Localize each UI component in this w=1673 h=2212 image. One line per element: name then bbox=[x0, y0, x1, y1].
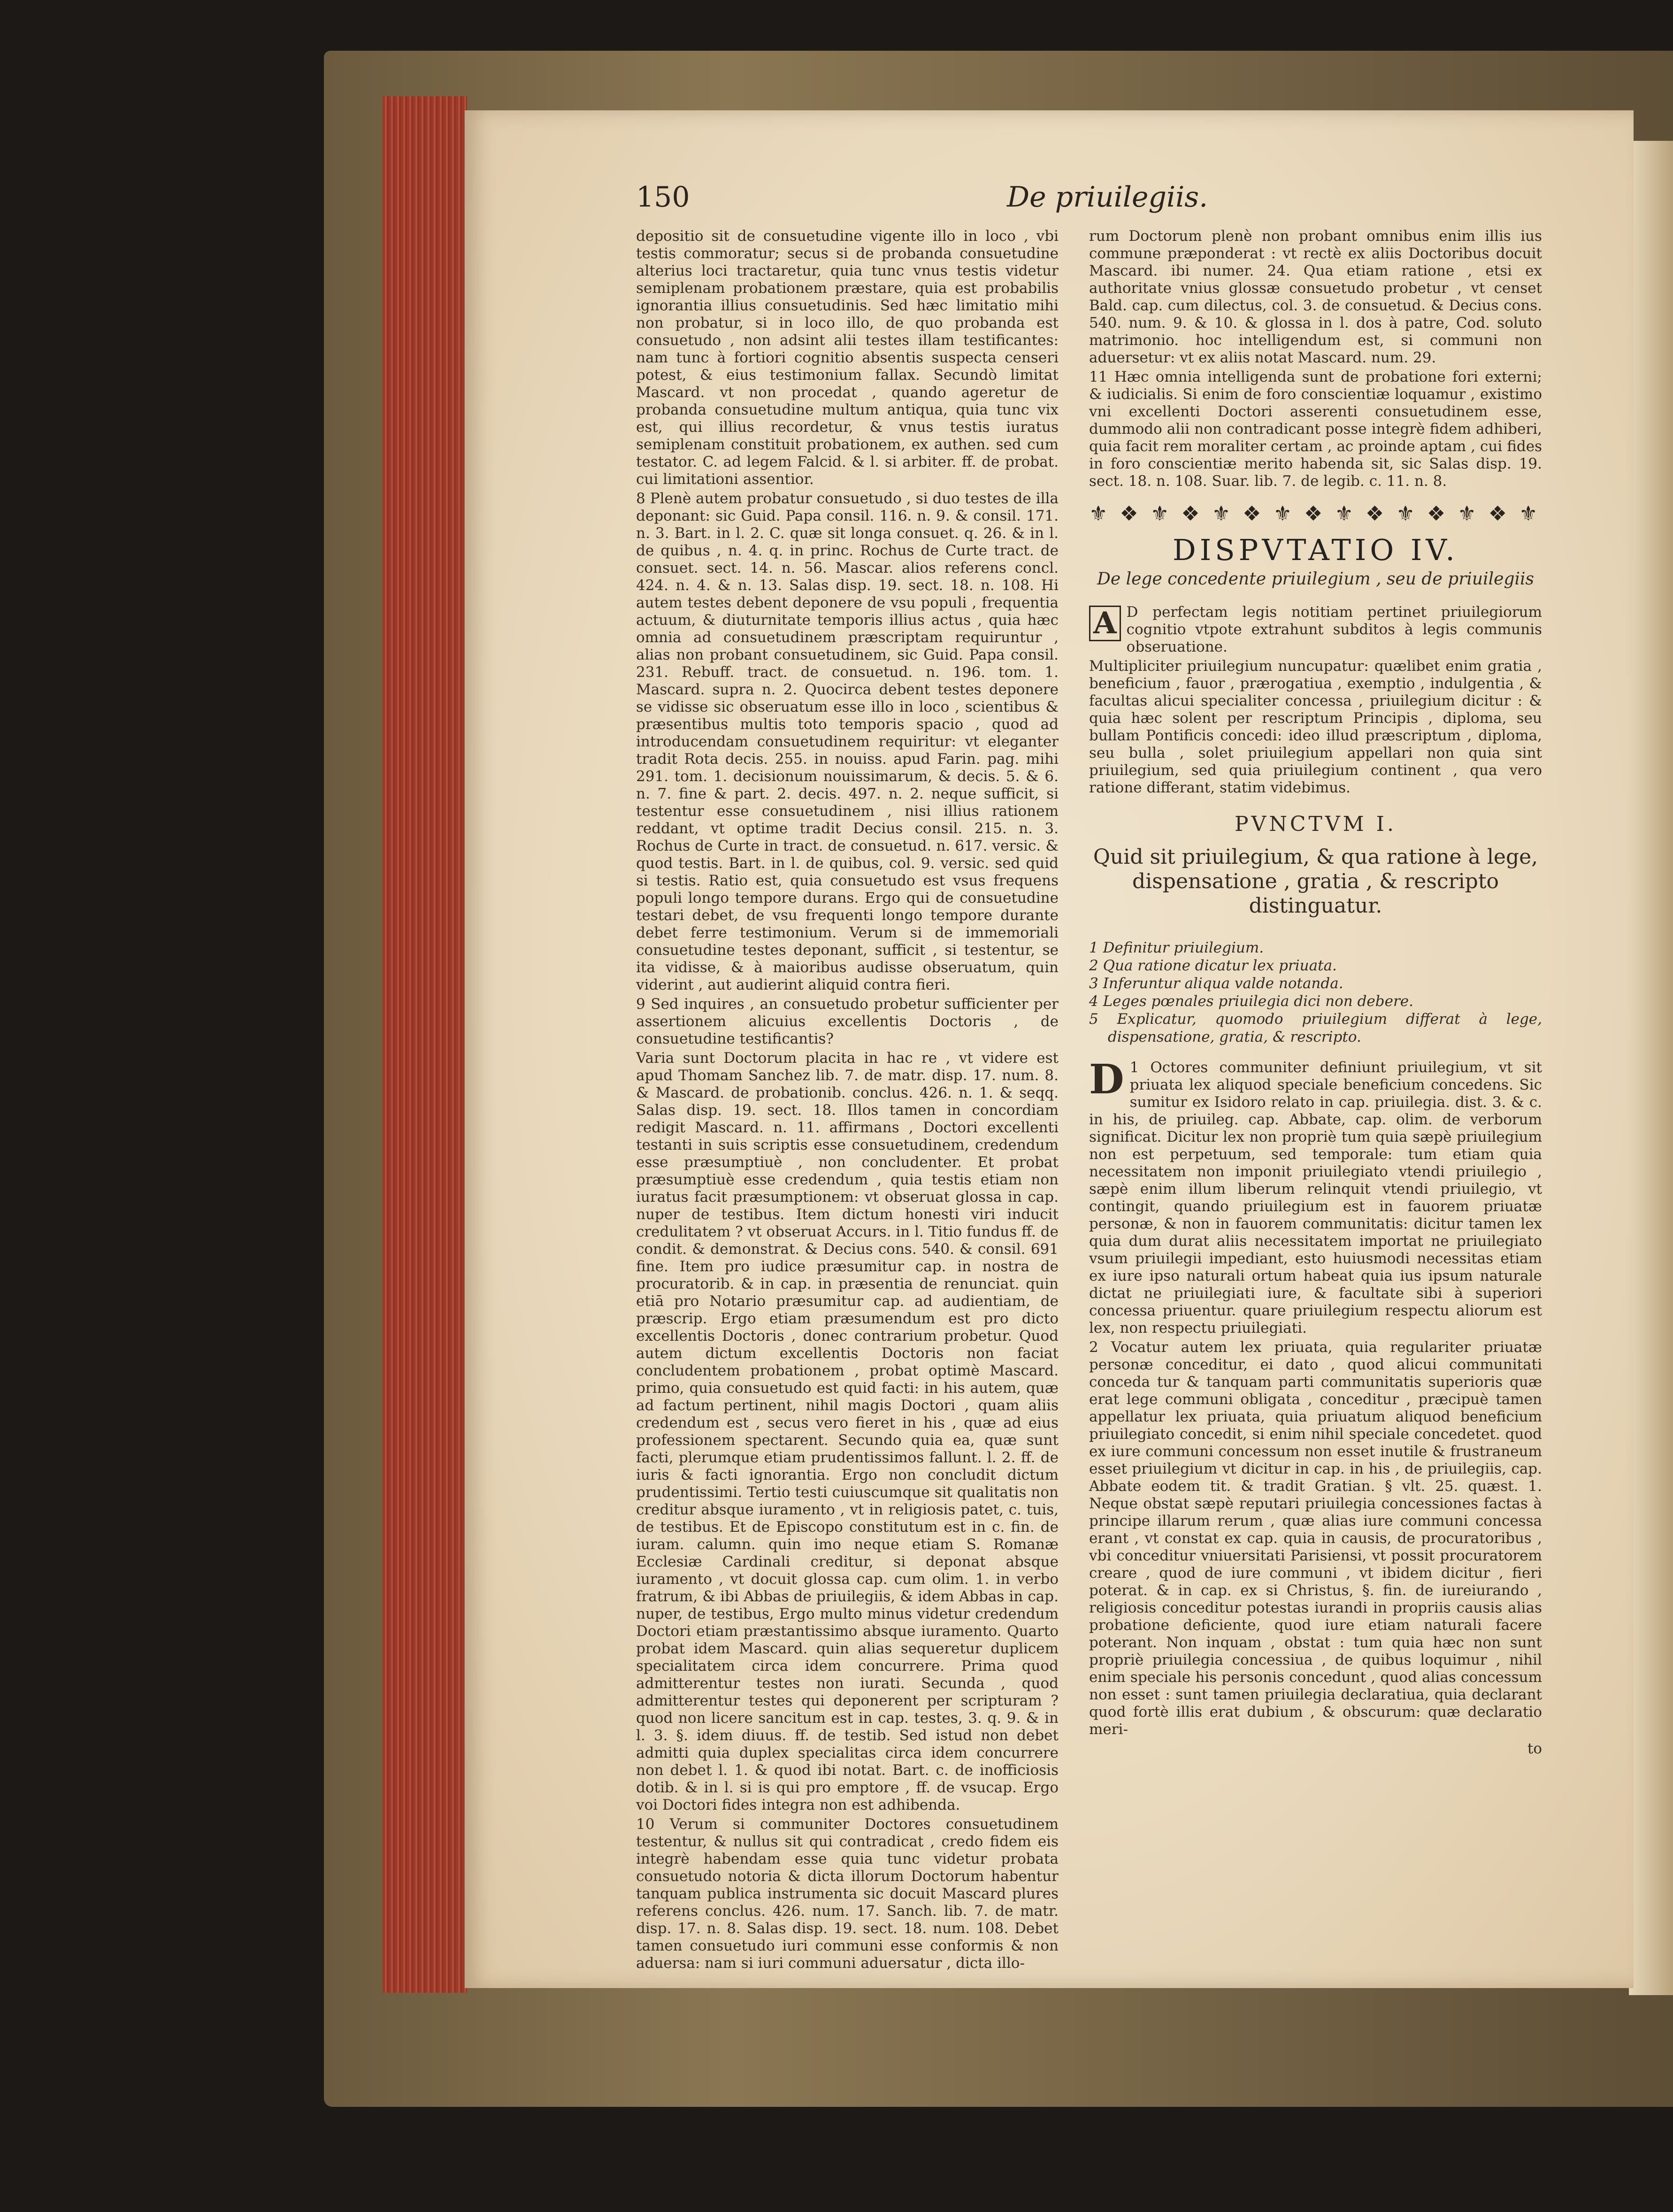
drop-capital: D bbox=[1089, 1056, 1124, 1103]
disputatio-paragraph: Multipliciter priuilegium nuncupatur: quælibet enim gratia , beneficium , fauor , prærogatiua , exemptio , indulgentia , & facultas alicui specialiter concessa , priuilegium dicitur : & quia hæc solent per rescriptum Principis , diploma, seu bullam Pontificis concedi: ideo illud præscriptum , diploma, seu bulla , solet priuilegium appellari non quia sint priuilegium, sed quia priuilegium continent , qua vero ratione differant, statim videbimus. bbox=[1089, 658, 1542, 796]
drop-capital: A bbox=[1089, 606, 1121, 641]
punctum-question: Quid sit priuilegium, & qua ratione à lege, dispensatione , gratia , & rescripto distinguatur. bbox=[1093, 845, 1538, 918]
page-header bbox=[636, 181, 1533, 223]
right-column bbox=[1089, 228, 1542, 1758]
punctum-paragraph-2: 2 Vocatur autem lex priuata, quia regulariter priuatæ personæ conceditur, ei dato , quod alicui communitati conceda tur & tanquam parti communitatis superioris quæ erat lege communi obligata , conceditur , præcipuè tamen appellatur lex priuata, quia priuatum aliquod beneficium priuilegiato concedit, si enim nihil speciale concedetet. quod ex iure communi concessum non esset inutile & frustraneum esset priuilegium vt dicitur in cap. in his , de priuilegiis, cap. Abbate eodem tit. & tradit Gratian. § vlt. 25. quæst. 1. Neque obstat sæpè reputari priuilegia concessiones factas à principe illarum rerum , quæ alias iure communi concessa erant , vt constat ex cap. quia in causis, de procuratoribus , vbi conceditur vniuersitati Parisiensi, vt possit procuratorem creare , quod de iure communi , vt ibidem dicitur , fieri poterat. & in cap. ex si Christus, §. fin. de iureiurando , religiosis conceditur potestas iurandi in propriis causis alias probatione deficiente, quod iure etiam naturali facere poterant. Non inquam , obstat : tum quia hæc non sunt propriè priuilegia concessiua , de quibus loquimur , nihil enim speciale his personis concedunt , quod alias concessum non esset : sunt tamen priuilegia declaratiua, quia declarant quod fortè illis erat dubium , & obscurum: quæ declaratio meri- bbox=[1089, 1339, 1542, 1738]
right-paragraph: 11 Hæc omnia intelligenda sunt de probatione fori externi; & iudicialis. Si enim de foro conscientiæ loquamur , existimo vni excellenti Doctori asserenti consuetudinem esse, dummodo alii non contradicant posse integrè fidem adhiberi, quia facit rem moraliter certam , ac proinde aptam , cui fides in foro conscientiæ merito habenda sit, sic Salas disp. 19. sect. 18. n. 108. Suar. lib. 7. de legib. c. 11. n. 8. bbox=[1089, 369, 1542, 490]
summary-item: 3 Inferuntur aliqua valde notanda. bbox=[1089, 975, 1343, 992]
catchword: to bbox=[1527, 1740, 1542, 1757]
summary-item: 1 Definitur priuilegium. bbox=[1089, 939, 1264, 956]
left-paragraph: Varia sunt Doctorum placita in hac re , vt videre est apud Thomam Sanchez lib. 7. de matr. disp. 17. num. 8. & Mascard. de probationib. conclus. 426. n. 1. & seqq. Salas disp. 19. sect. 18. Illos tamen in concordiam redigit Mascard. n. 11. affirmans , Doctori excellenti testanti in suis scriptis esse consuetudinem, credendum esse præsumptiuè , non concludenter. Et probat præsumptiuè esse credendum , quia testis etiam non iuratus facit præsumptionem: vt obseruat glossa in cap. nuper de testibus. Item dictum honesti viri inducit credulitatem ? vt obseruat Accurs. in l. Titio fundus ff. de condit. & demonstrat. & Decius cons. 540. & consil. 691 fine. Item pro iudice præsumitur cap. in nostra de procuratorib. & in cap. in præsentia de renunciat. quin etiā pro Notario præsumitur cap. ad audientiam, de præscrip. Ergo etiam præsumendum est pro dicto excellentis Doctoris , donec contrarium probetur. Quod autem dictum excellentis Doctoris non faciat concludentem probationem , probat optimè Mascard. primo, quia consuetudo est quid facti: in his autem, quæ ad factum pertinent, nihil magis Doctori , quam aliis credendum est , secus vero fieret in his , quæ ad eius professionem spectarent. Secundo quia ea, quæ sunt facti, plerumque etiam prudentissimos fallunt. l. 2. ff. de iuris & facti ignorantia. Ergo non concludit dictum prudentissimi. Tertio testi cuiuscumque sit qualitatis non creditur absque iuramento , vt in religiosis patet, c. tuis, de testibus. Et de Episcopo constitutum est in c. fin. de iuram. calumn. quin imo neque etiam S. Romanæ Ecclesiæ Cardinali creditur, si deponat absque iuramento , vt docuit glossa cap. cum olim. 1. in verbo fratrum, & ibi Abbas de priuilegiis, & idem Abbas in cap. nuper, de testibus, Ergo multo minus videtur credendum Doctori etiam præstantissimo absque iuramento. Quarto probat idem Mascard. quin alias sequeretur duplicem specialitatem circa idem concurrere. Prima quod admitterentur testes non iurati. Secunda , quod admitterentur testes qui deponerent per scripturam ? quod non licere sancitum est in cap. testes, 3. q. 9. & in l. 3. §. idem diuus. ff. de testib. Sed istud non debet admitti quia duplex specialitas circa idem concurrere non debet l. 1. & quod ibi notat. Bart. c. de inofficiosis dotib. & in l. si is qui pro emptore , ff. de vsucap. Ergo voi Doctori fides integra non est adhibenda. bbox=[636, 1050, 1059, 1813]
left-paragraph: 10 Verum si communiter Doctores consuetudinem testentur, & nullus sit qui contradicat , credo fidem eis integrè habendam esse quia tunc videtur probata consuetudo notoria & dicta illorum Doctorum habentur tanquam publica instrumenta sic docuit Mascard plures referens conclus. 426. num. 17. Sanch. lib. 7. de matr. disp. 17. n. 8. Salas disp. 19. sect. 18. num. 108. Debet tamen consuetudo iuri communi esse conformis & non aduersa: nam si iuri communi aduersatur , dicta illo- bbox=[636, 1816, 1059, 1972]
right-paragraph: rum Doctorum plenè non probant omnibus enim illis ius commune præponderat : vt rectè ex aliis Doctoribus docuit Mascard. ibi numer. 24. Qua etiam ratione , etsi ex authoritate vnius glossæ consuetudo probetur , vt censet Bald. cap. cum dilectus, col. 3. de consuetud. & Decius cons. 540. num. 9. & 10. & glossa in l. dos à patre, Cod. soluto matrimonio. hoc intelligendum est, si communi non aduersetur: vt ex aliis notat Mascard. num. 29. bbox=[1089, 228, 1542, 366]
running-head: De priuilegiis. bbox=[1007, 181, 1208, 214]
disputatio-subtitle: De lege concedente priuilegium , seu de priuilegiis bbox=[1097, 569, 1534, 589]
disputatio-intro bbox=[1089, 604, 1542, 656]
summary-item: 4 Leges pœnales priuilegia dici non debere. bbox=[1089, 993, 1413, 1010]
left-paragraph: depositio sit de consuetudine vigente illo in loco , vbi testis commoratur; secus si de probanda consuetudine alterius loci tractaretur, quia tunc vnus testis videtur semiplenam probationem præstare, quia est probabilis ignorantia illius consuetudinis. Sed hæc limitatio mihi non probatur, si in loco illo, de quo probanda est consuetudo , non adsint alii testes illam testificantes: nam tunc à fortiori cognitio absentis suspecta censeri potest, & eius testimonium fallax. Secundò limitat Mascard. vt non procedat , quando ageretur de probanda consuetudine multum antiqua, quia tunc vix est, qui illius recordetur, & vnus testis iuratus semiplenam constituit probationem, ex authen. sed cum testator. C. ad legem Falcid. & l. si arbiter. ff. de probat. cui limitationi assentior. bbox=[636, 228, 1059, 488]
facing-page-edge bbox=[1629, 141, 1673, 1995]
page-edges bbox=[383, 96, 467, 1993]
punctum-title: PVNCTVM I. bbox=[1234, 812, 1397, 836]
punctum-paragraph-1 bbox=[1089, 1056, 1542, 1337]
summary-item: 5 Explicatur, quomodo priuilegium differat à lege, dispensatione, gratia, & rescripto. bbox=[1089, 1011, 1542, 1045]
summary-list bbox=[1089, 939, 1542, 1046]
intro-text: D perfectam legis notitiam pertinet priuilegiorum cognitio vtpote extrahunt subditos à legis communis obseruatione. bbox=[1126, 604, 1542, 655]
summary-item: 2 Qua ratione dicatur lex priuata. bbox=[1089, 957, 1337, 974]
paragraph-number: 1 bbox=[1129, 1059, 1139, 1076]
ornament-divider: ⚜ ❖ ⚜ ❖ ⚜ ❖ ⚜ ❖ ⚜ ❖ ⚜ ❖ ⚜ ❖ ⚜ bbox=[1089, 502, 1541, 526]
left-paragraph: 9 Sed inquires , an consuetudo probetur sufficienter per assertionem alicuius excellentis Doctoris , de consuetudine testificantis? bbox=[636, 996, 1059, 1047]
disputatio-title: DISPVTATIO IV. bbox=[1172, 533, 1459, 567]
left-column bbox=[636, 228, 1059, 1974]
page-number: 150 bbox=[636, 181, 690, 214]
paragraph-text: Octores communiter definiunt priuilegium, vt sit priuata lex aliquod speciale beneficium concedens. Sic sumitur ex Isidoro relato in cap. priuilegia. dist. 3. & c. in his, de priuileg. cap. Abbate, cap. olim. de verborum significat. Dicitur lex non propriè tum quia sæpè priuilegium non est perpetuum, sed temporale: tum etiam quia necessitatem non imponit priuilegiato vtendi priuilegio , sæpè enim illum liberum relinquit vtendi priuilegio, vt contingit, quando priuilegium est in fauorem priuatæ personæ, & non in fauorem communitatis: dicitur tamen lex quia dum durat aliis necessitatem importat ne priuilegiato vsum priuilegii impediant, esto huiusmodi necessitas etiam ex iure ipso naturali ortum habeat quia ius ipsum naturale dictat ne priuilegiati iure, & facultate sibi à superiori concessa priuentur. quare priuilegium respectu aliorum est lex, non respectu priuilegiati. bbox=[1089, 1059, 1542, 1336]
left-paragraph: 8 Plenè autem probatur consuetudo , si duo testes de illa deponant: sic Guid. Papa consil. 116. n. 9. & consil. 171. n. 3. Bart. in l. 2. C. quæ sit longa consuet. q. 26. & in l. de quibus , n. 4. q. in princ. Rochus de Curte tract. de consuet. sect. 14. n. 56. Mascar. alios referens concl. 424. n. 4. & n. 13. Salas disp. 19. sect. 18. n. 108. Hi autem testes debent deponere de vsu populi , frequentia actuum, & diuturnitate temporis illius actus , quia hæc omnia ad consuetudinem præscriptam requiruntur , alias non probant consuetudinem, sic Guid. Papa consil. 231. Rebuff. tract. de consuetud. n. 196. tom. 1. Mascard. supra n. 2. Quocirca debent testes deponere se vidisse sic obseruatum esse illo in loco , scientibus & præsentibus multis toto temporis spacio , quod ad introducendam consuetudinem requiritur: vt eleganter tradit Rota decis. 255. in nouiss. apud Farin. pag. mihi 291. tom. 1. decisionum nouissimarum, & decis. 5. & 6. n. 7. fine & part. 2. decis. 497. n. 2. neque sufficit, si testentur esse consuetudinem , nisi illius rationem reddant, vt optime tradit Decius consil. 215. n. 3. Rochus de Curte in tract. de consuetud. n. 617. versic. & quod testis. Bart. in l. de quibus, col. 9. versic. sed quid si testis. Ratio est, quia consuetudo est vsus frequens populi longo tempore durans. Ergo qui de consuetudine testari debet, de vsu frequenti longo tempore durante debet ferre testimonium. Verum si de immemoriali consuetudine testes deponant, sufficit , si testentur, se ita vidisse, & à maioribus audisse obseruatum, quin viderint , aut audierint aliquid contra fieri. bbox=[636, 490, 1059, 993]
